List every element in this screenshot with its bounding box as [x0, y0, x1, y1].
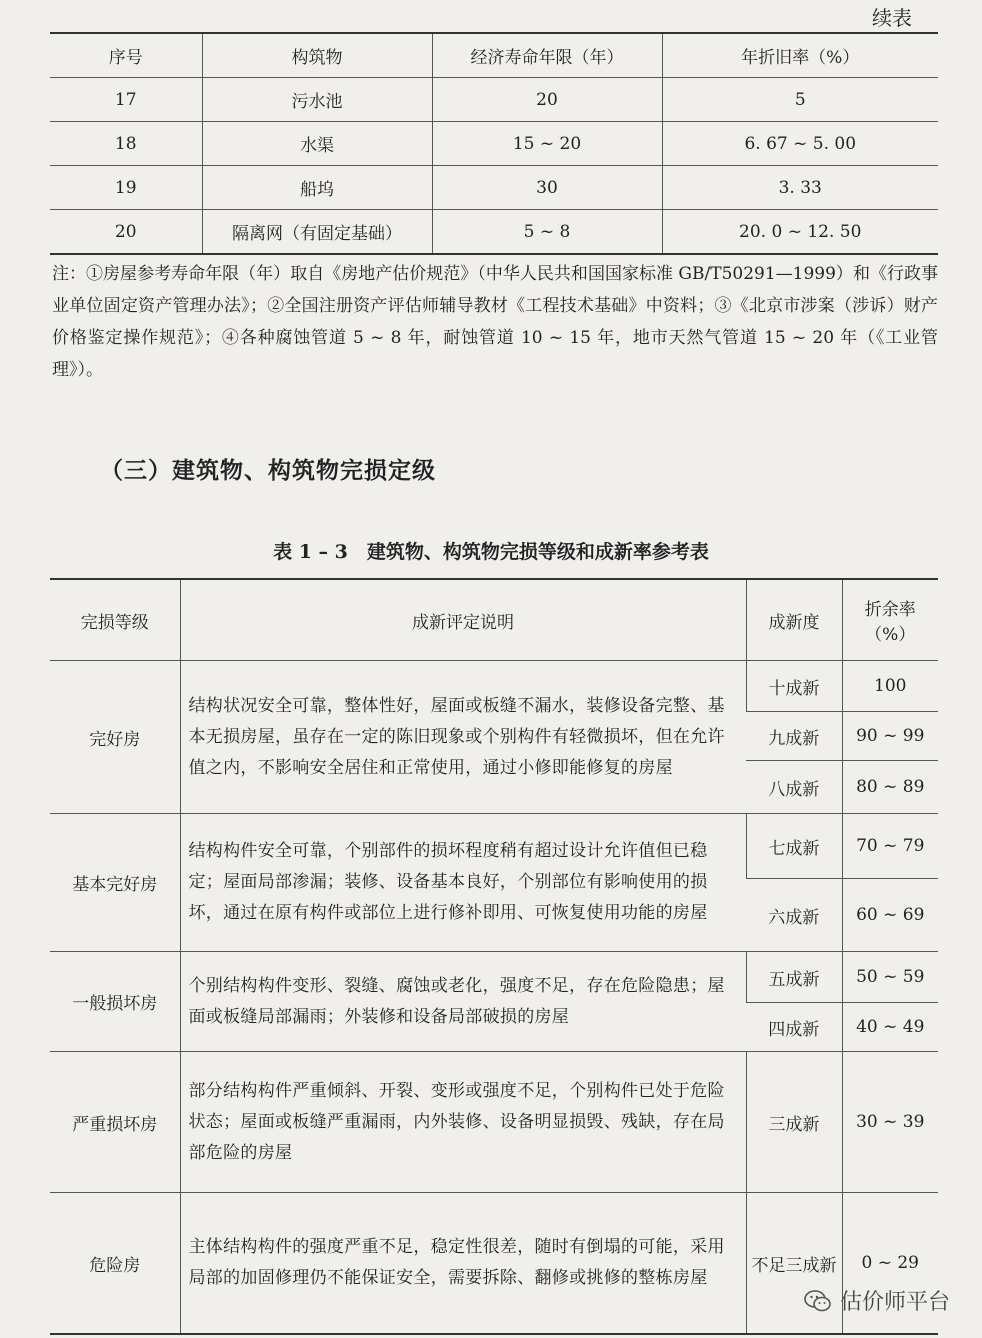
table-row	[50, 210, 938, 255]
cell-degree: 四成新	[746, 1003, 842, 1052]
col-header-index: 序号	[108, 48, 143, 68]
cell-rate: 0 ~ 29	[842, 1193, 938, 1335]
lifespan-table	[50, 32, 938, 255]
cell-structure: 水渠	[202, 122, 432, 166]
table-note: 注：①房屋参考寿命年限（年）取自《房地产估价规范》（中华人民共和国国家标准 GB/T50291—1999）和《行政事业单位固定资产管理办法》；②全国注册资产评估师辅导教材《工程技术基础》中资料；③《北京市涉案（涉诉）财产价格鉴定操作规范》；④各种腐蚀管道 5 ~ 8 年，耐蚀管道 10 ~ 15 年，地市天然气管道 15 ~ 20 年（《工业管理》）。	[52, 264, 938, 380]
cell-degree: 三成新	[746, 1052, 842, 1193]
cell-depreciation: 20. 0 ~ 12. 50	[662, 210, 938, 255]
cell-structure: 船坞	[202, 166, 432, 210]
cell-depreciation: 5	[662, 78, 938, 122]
cell-structure: 隔离网（有固定基础）	[202, 210, 432, 255]
col-header-lifespan: 经济寿命年限（年）	[432, 33, 662, 78]
cell-index: 18	[114, 133, 137, 154]
wechat-icon	[804, 1289, 832, 1313]
watermark-text: 估价师平台	[839, 1290, 950, 1315]
cell-rate: 70 ~ 79	[842, 814, 938, 879]
cell-index: 17	[114, 89, 137, 110]
cell-rate: 60 ~ 69	[842, 879, 938, 952]
cell-desc: 个别结构构件变形、裂缝、腐蚀或老化，强度不足，存在危险隐患；屋面或板缝局部漏雨；外装修和设备局部破损的房屋	[180, 952, 746, 1052]
col-header-structure: 构筑物	[202, 33, 432, 78]
table-header-row	[50, 579, 938, 661]
col-header-depreciation: 年折旧率（%）	[662, 33, 938, 78]
cell-lifespan: 30	[432, 166, 662, 210]
col-header-grade: 完损等级	[80, 612, 149, 633]
cell-desc: 结构构件安全可靠，个别部件的损坏程度稍有超过设计允许值但已稳定；屋面局部渗漏；装修、设备基本良好，个别部位有影响使用的损坏，通过在原有构件或部位上进行修补即用、可恢复使用功能的房屋	[180, 814, 746, 952]
cell-degree: 十成新	[746, 661, 842, 712]
section-title: （三）建筑物、构筑物完损定级	[100, 457, 436, 484]
cell-degree: 五成新	[746, 952, 842, 1003]
continue-label: 续表	[872, 6, 912, 30]
cell-rate: 50 ~ 59	[842, 952, 938, 1003]
cell-lifespan: 15 ~ 20	[432, 122, 662, 166]
col-header-desc: 成新评定说明	[180, 579, 746, 661]
cell-rate: 30 ~ 39	[842, 1052, 938, 1193]
cell-desc: 部分结构构件严重倾斜、开裂、变形或强度不足，个别构件已处于危险状态；屋面或板缝严重漏雨，内外装修、设备明显损毁、残缺，存在局部危险的房屋	[180, 1052, 746, 1193]
table-row	[50, 952, 938, 1003]
cell-grade: 危险房	[89, 1255, 141, 1276]
cell-rate: 80 ~ 89	[842, 761, 938, 814]
cell-index: 19	[114, 177, 137, 198]
cell-grade: 基本完好房	[72, 875, 158, 895]
cell-grade: 完好房	[89, 729, 141, 750]
table-row	[50, 661, 938, 712]
cell-degree: 七成新	[746, 814, 842, 879]
col-header-rate-line1: 折余率	[864, 600, 916, 620]
cell-depreciation: 6. 67 ~ 5. 00	[662, 122, 938, 166]
col-header-rate	[842, 579, 938, 661]
table-row	[50, 1052, 938, 1193]
col-header-degree: 成新度	[746, 579, 842, 661]
cell-degree: 八成新	[746, 761, 842, 814]
cell-degree: 不足三成新	[746, 1193, 842, 1335]
col-header-rate-line2: （%）	[865, 625, 916, 645]
table-row	[50, 166, 938, 210]
table-header-row	[50, 33, 938, 78]
table-row	[50, 78, 938, 122]
cell-grade: 严重损坏房	[72, 1114, 158, 1135]
table-caption: 表 1 – 3 建筑物、构筑物完损等级和成新率参考表	[273, 541, 709, 563]
cell-depreciation: 3. 33	[662, 166, 938, 210]
cell-rate: 90 ~ 99	[842, 712, 938, 761]
cell-rate: 40 ~ 49	[842, 1003, 938, 1052]
cell-degree: 六成新	[746, 879, 842, 952]
table-row	[50, 814, 938, 879]
cell-index: 20	[114, 221, 137, 242]
cell-structure: 污水池	[202, 78, 432, 122]
cell-lifespan: 20	[432, 78, 662, 122]
cell-desc: 结构状况安全可靠，整体性好，屋面或板缝不漏水，装修设备完整、基本无损房屋，虽存在一定的陈旧现象或个别构件有轻微损坏，但在允许值之内，不影响安全居住和正常使用，通过小修即能修复的房屋	[180, 661, 746, 814]
cell-degree: 九成新	[746, 712, 842, 761]
cell-rate: 100	[842, 661, 938, 712]
watermark	[804, 1285, 950, 1316]
cell-grade: 一般损坏房	[72, 994, 158, 1014]
cell-desc: 主体结构构件的强度严重不足，稳定性很差，随时有倒塌的可能，采用局部的加固修理仍不能保证安全，需要拆除、翻修或挑修的整栋房屋	[180, 1193, 746, 1335]
damage-grade-table	[50, 578, 938, 1335]
table-row	[50, 122, 938, 166]
cell-lifespan: 5 ~ 8	[432, 210, 662, 255]
